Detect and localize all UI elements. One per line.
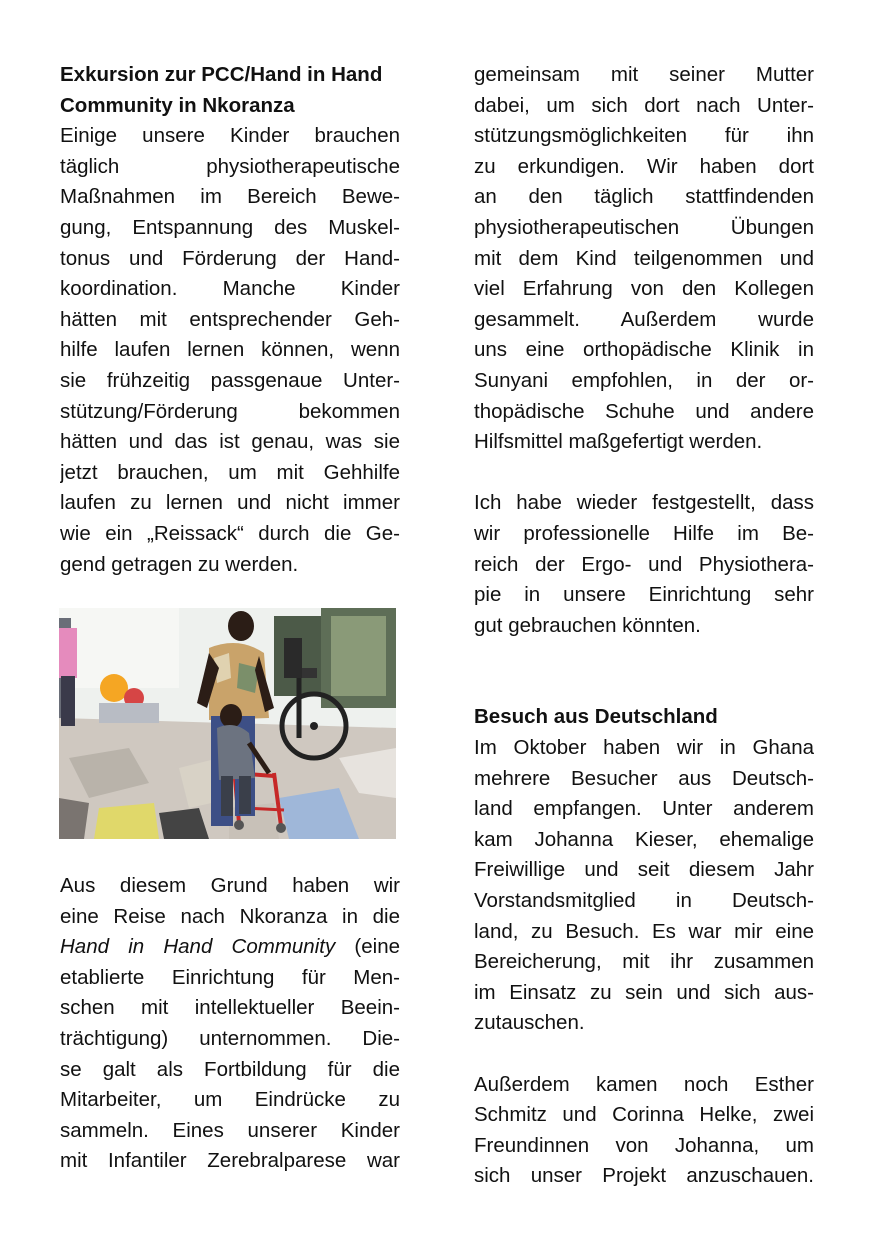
paragraph-professional-help	[474, 488, 814, 641]
text-line: Im Oktober haben wir in Ghana	[474, 736, 814, 760]
text-line: täglich physiotherapeutische	[60, 154, 400, 178]
text-line: sammeln. Eines unserer Kinder	[60, 1118, 400, 1142]
text-line: thopädische Schuhe und andere	[474, 399, 814, 423]
text-line: Hilfsmittel maßgefertigt werden.	[474, 430, 763, 454]
text-line: gung, Entspannung des Muskel-	[60, 215, 400, 239]
paragraph-gap	[474, 641, 814, 672]
paragraph-therapy-needs	[60, 121, 400, 580]
text-line: gemeinsam mit seiner Mutter	[474, 63, 814, 86]
text-line: mit Infantiler Zerebralparese war	[60, 1149, 400, 1173]
text-line: wir professionelle Hilfe im Be-	[474, 521, 814, 545]
text-line: physiotherapeutischen Übungen	[474, 215, 814, 239]
text-span: (eine	[335, 935, 400, 959]
text-line: hilfe laufen lernen können, wenn	[60, 338, 400, 362]
paragraph-gap	[474, 672, 814, 703]
text-line: Mitarbeiter, um Eindrücke zu	[60, 1088, 400, 1112]
text-line: land empfangen. Unter anderem	[474, 797, 814, 821]
paragraph-october-visitors	[474, 733, 814, 1039]
text-line: Außerdem kamen noch Esther	[474, 1072, 814, 1096]
paragraph-gap	[474, 458, 814, 489]
text-line: Freiwillige und seit diesem Jahr	[474, 858, 814, 882]
text-line: koordination. Manche Kinder	[60, 277, 400, 301]
text-line: wie ein „Reissack“ durch die Ge-	[60, 521, 400, 545]
heading-excursion-line-2: Community in Nkoranza	[60, 93, 295, 117]
text-line: gend getragen zu werden.	[60, 552, 299, 576]
text-line: viel Erfahrung von den Kollegen	[474, 277, 814, 301]
left-column	[60, 60, 400, 580]
text-line: Ich habe wieder festgestellt, dass	[474, 491, 814, 515]
left-column-lower	[60, 871, 400, 1177]
text-line: eine Reise nach Nkoranza in die	[60, 904, 400, 928]
text-line: se galt als Fortbildung für die	[60, 1057, 400, 1081]
text-line: Freundinnen von Johanna, um	[474, 1133, 814, 1157]
text-line: zu erkundigen. Wir haben dort	[474, 154, 814, 178]
text-line: hätten mit entsprechender Geh-	[60, 307, 400, 331]
text-line: gut gebrauchen könnten.	[474, 613, 701, 637]
text-line: zutauschen.	[474, 1011, 585, 1035]
text-line: stützung/Förderung bekommen	[60, 399, 400, 423]
text-line: Einige unsere Kinder brauchen	[60, 124, 400, 148]
italic-phrase: Hand in Hand Community	[60, 935, 336, 959]
photo-physiotherapy-walker	[59, 608, 396, 839]
text-line: Maßnahmen im Bereich Bewe-	[60, 185, 400, 209]
text-line: mit dem Kind teilgenommen und	[474, 246, 814, 270]
text-line: im Einsatz zu sein und sich aus-	[474, 980, 814, 1004]
heading-visit-germany: Besuch aus Deutschland	[474, 705, 718, 729]
text-line: stützungsmöglichkeiten für ihn	[474, 124, 814, 148]
text-line: uns eine orthopädische Klinik in	[474, 338, 814, 362]
text-line: land, zu Besuch. Es war mir eine	[474, 919, 814, 943]
right-column	[474, 60, 814, 1192]
text-line: tonus und Förderung der Hand-	[60, 246, 400, 270]
text-line: jetzt brauchen, um mit Gehhilfe	[60, 460, 400, 484]
text-line: Sunyani empfohlen, in der or-	[474, 368, 814, 392]
text-line: Bereicherung, mit ihr zusammen	[474, 950, 814, 974]
paragraph-visit-continued	[474, 60, 814, 458]
text-line: Aus diesem Grund haben wir	[60, 874, 400, 897]
text-line: sich unser Projekt anzuschauen.	[474, 1164, 814, 1188]
paragraph-trip-nkoranza	[60, 871, 400, 1177]
text-line: pie in unsere Einrichtung sehr	[474, 583, 814, 607]
text-line: sie frühzeitig passgenaue Unter-	[60, 368, 400, 392]
text-line: gesammelt. Außerdem wurde	[474, 307, 814, 331]
text-line: etablierte Einrichtung für Men-	[60, 965, 400, 989]
text-line: kam Johanna Kieser, ehemalige	[474, 827, 814, 851]
text-line: hätten und das ist genau, was sie	[60, 430, 400, 454]
text-line: dabei, um sich dort nach Unter-	[474, 93, 814, 117]
paragraph-gap	[474, 1039, 814, 1070]
text-line: reich der Ergo- und Physiothera-	[474, 552, 814, 576]
paragraph-other-visitors	[474, 1070, 814, 1192]
text-line: an den täglich stattfindenden	[474, 185, 814, 209]
text-line: laufen zu lernen und nicht immer	[60, 491, 400, 515]
text-line: Vorstandsmitglied in Deutsch-	[474, 889, 814, 913]
text-line: trächtigung) unternommen. Die-	[60, 1026, 400, 1050]
text-line: mehrere Besucher aus Deutsch-	[474, 766, 814, 790]
text-line-mixed	[60, 932, 400, 963]
text-line: Schmitz und Corinna Helke, zwei	[474, 1103, 814, 1127]
heading-excursion-line-1: Exkursion zur PCC/Hand in Hand	[60, 63, 383, 86]
text-line: schen mit intellektueller Beein-	[60, 996, 400, 1020]
